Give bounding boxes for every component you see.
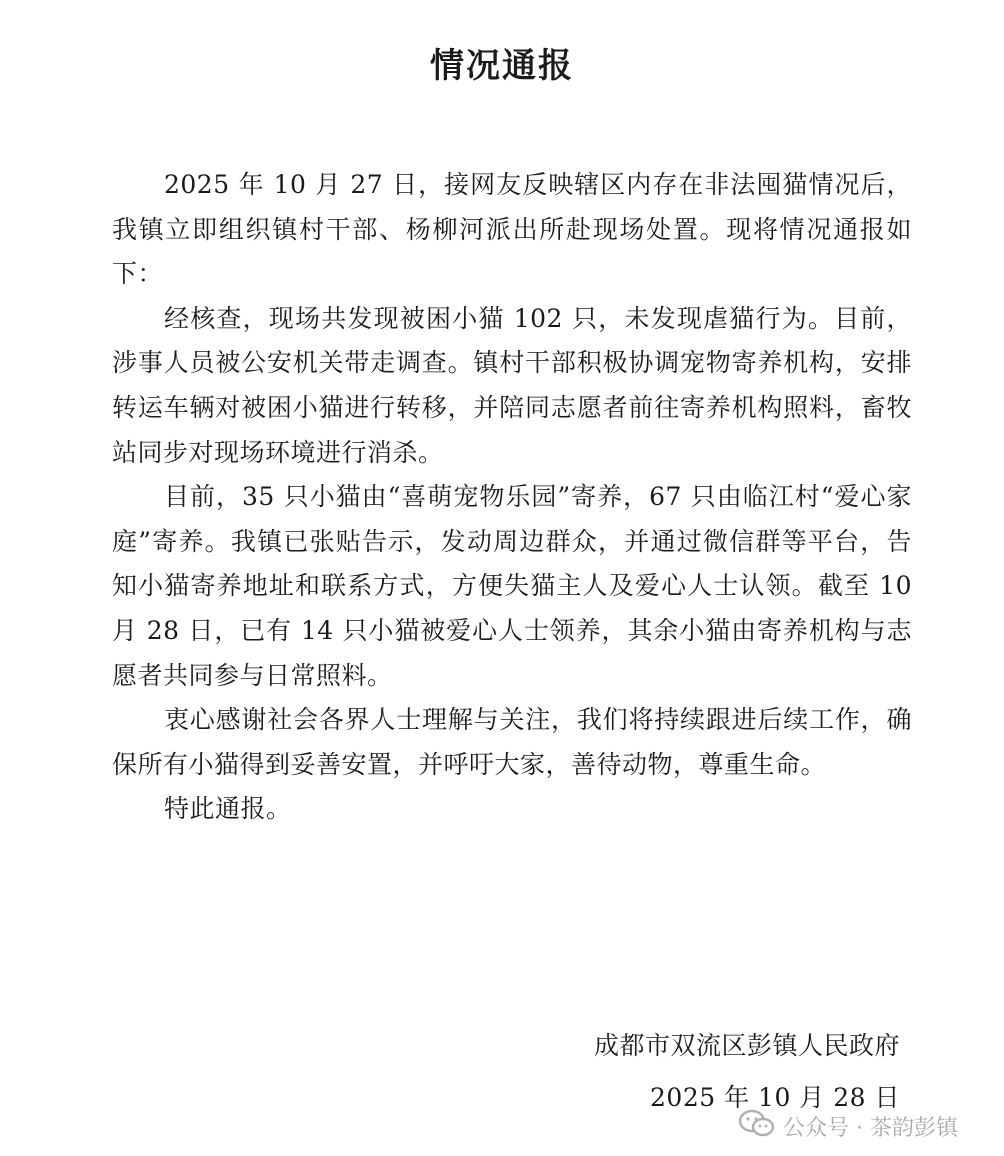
document-title: 情况通报 — [430, 46, 574, 86]
wechat-icon — [737, 1108, 777, 1144]
signature-date: 2025 年 10 月 28 日 — [650, 1083, 900, 1112]
document-body — [112, 163, 912, 832]
watermark-text: 公众号 · 茶韵彭镇 — [783, 1115, 958, 1141]
paragraph-investigation: 经核查，现场共发现被困小猫 102 只，未发现虐猫行为。目前，涉事人员被公安机关带走调查。镇村干部积极协调宠物寄养机构，安排转运车辆对被困小猫进行转移，并陪同志愿者前往寄养机构照料，畜牧站同步对现场环境进行消杀。 — [112, 303, 912, 467]
signature-organization: 成都市双流区彭镇人民政府 — [593, 1031, 900, 1060]
paragraph-thanks: 衷心感谢社会各界人士理解与关注，我们将持续跟进后续工作，确保所有小猫得到妥善安置，并呼吁大家，善待动物，尊重生命。 — [112, 705, 912, 779]
watermark — [737, 1108, 958, 1144]
paragraph-intro: 2025 年 10 月 27 日，接网友反映辖区内存在非法囤猫情况后，我镇立即组织镇村干部、杨柳河派出所赴现场处置。现将情况通报如下： — [112, 170, 912, 289]
paragraph-placement: 目前，35 只小猫由“喜萌宠物乐园”寄养，67 只由临江村“爱心家庭”寄养。我镇已张贴告示，发动周边群众，并通过微信群等平台，告知小猫寄养地址和联系方式，方便失猫主人及爱心人士认领。截至 10 月 28 日，已有 14 只小猫被爱心人士领养，其余小猫由寄养机构与志愿者共同参与日常照料。 — [112, 482, 912, 690]
paragraph-closing: 特此通报。 — [164, 794, 292, 824]
